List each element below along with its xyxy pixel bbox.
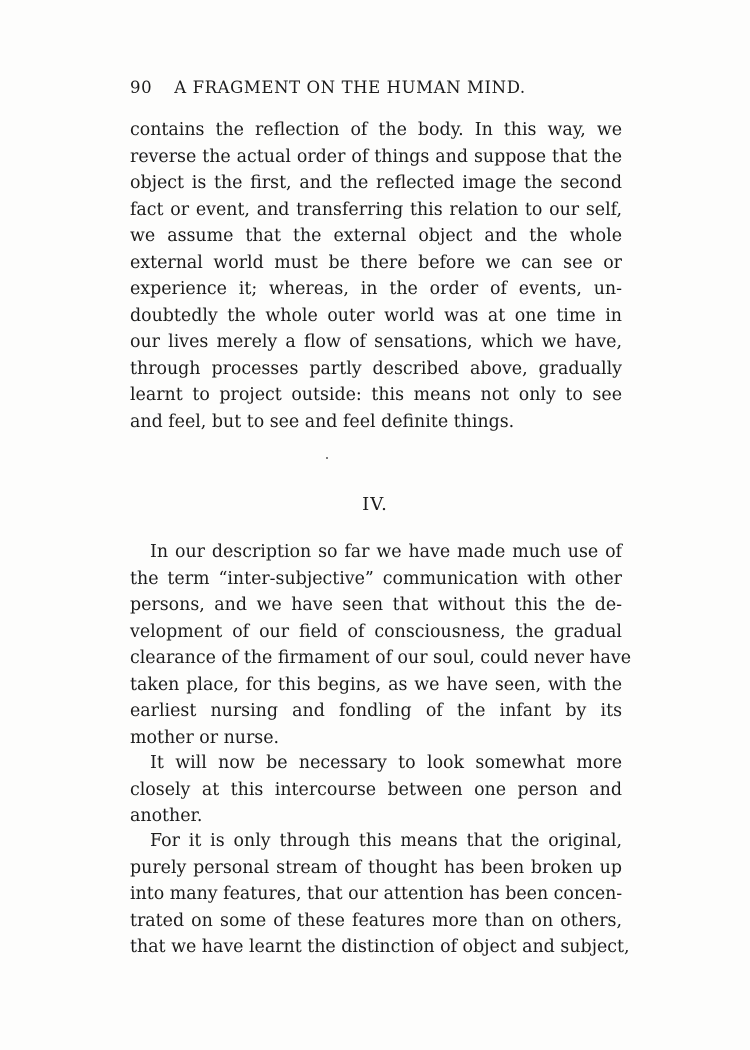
text-line: For it is only through this means that the original, (150, 831, 622, 851)
paragraph-2 (130, 539, 632, 751)
page-number: 90 (130, 78, 153, 97)
text-line: clearance of the firmament of our soul, could never have (130, 648, 632, 668)
text-line: It will now be necessary to look somewhat more (150, 753, 622, 773)
text-line: purely personal stream of thought has been broken up (130, 857, 622, 878)
text-line: through processes partly described above, gradually (130, 358, 622, 379)
text-line: reverse the actual order of things and suppose that the (130, 146, 622, 167)
text-line: fact or event, and transferring this relation to our self, (130, 199, 622, 220)
text-line: doubtedly the whole outer world was at one time in (130, 305, 622, 326)
text-line: earliest nursing and fondling of the infant by its (130, 701, 622, 721)
text-line: taken place, for this begins, as we have seen, with the (130, 674, 622, 695)
text-line: learnt to project outside: this means not only to see (130, 385, 622, 405)
text-line: object is the first, and the reflected image the second (130, 173, 622, 193)
text-line: another. (130, 806, 203, 826)
text-line: contains the reflection of the body. In this way, we (130, 120, 622, 140)
text-line: that we have learnt the distinction of object and subject, (130, 937, 630, 957)
text-line: we assume that the external object and the whole (130, 226, 622, 246)
print-speck (326, 457, 328, 459)
text-line: into many features, that our attention has been concen- (130, 884, 623, 904)
text-line: In our description so far we have made much use of (150, 542, 622, 562)
text-line: closely at this intercourse between one person and (130, 779, 622, 800)
paragraph-3 (130, 750, 622, 830)
text-line: and feel, but to see and feel definite things. (130, 411, 515, 432)
text-line: mother or nurse. (130, 727, 280, 748)
section-heading: IV. (362, 494, 388, 515)
text-line: external world must be there before we can see or (130, 252, 622, 273)
paragraph-4 (130, 828, 630, 961)
running-head (130, 78, 620, 97)
text-line: our lives merely a flow of sensations, which we have, (130, 332, 622, 352)
paragraph-1 (130, 117, 622, 435)
running-title: A FRAGMENT ON THE HUMAN MIND. (174, 78, 526, 97)
text-line: velopment of our field of consciousness, the gradual (130, 621, 622, 642)
text-line: trated on some of these features more than on others, (130, 910, 622, 931)
text-line: the term “inter-subjective” communication with other (130, 568, 622, 589)
text-line: experience it; whereas, in the order of events, un- (130, 279, 622, 299)
text-line: persons, and we have seen that without this the de- (130, 595, 622, 615)
